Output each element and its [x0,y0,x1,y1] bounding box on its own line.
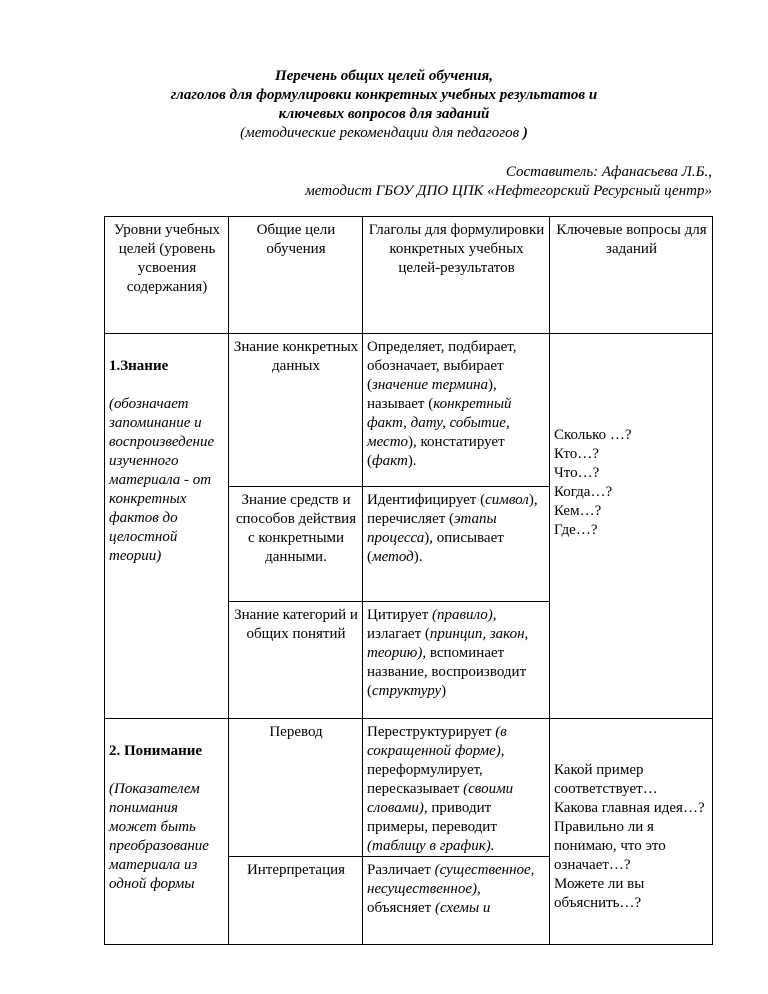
verb-text: ), констатирует ( [367,434,505,469]
verbs-cell [363,487,550,602]
verbs-text [367,607,528,699]
goal-cell: Интерпретация [229,857,363,945]
verbs-text [367,724,513,854]
verbs-text [367,492,538,565]
title-line-1: Перечень общих целей обучения, [274,68,494,84]
verb-example-text: (таблицу в график). [367,838,495,854]
verb-example-text: (в сокращенной форме) [367,724,507,759]
goal-cell: Знание категорий и общих понятий [229,602,363,719]
questions-knowledge-cell [550,334,713,719]
goals-table [104,216,713,945]
verb-example-text: принцип, закон, теорию), [367,626,529,661]
compiler-line-2: методист ГБОУ ДПО ЦПК «Нефтегорский Ресурсный центр» [305,183,712,199]
verb-example-text: метод [372,549,414,565]
goal-cell: Перевод [229,719,363,857]
verbs-text [367,339,516,469]
verbs-cell [363,857,550,945]
verb-text: ). [407,453,417,469]
verb-text: Цитирует [367,607,433,623]
verb-text: Переструктурирует [367,724,496,740]
goal-cell: Знание средств и способов действия с конкретными данными. [229,487,363,602]
verb-text: Идентифицирует ( [367,492,486,508]
verb-example-text: (своими словами) [367,781,514,816]
verb-text: ), описывает ( [367,530,504,565]
verb-example-text: (правило), [432,607,497,623]
level-knowledge-cell [105,334,229,719]
verb-text: объясняет [367,900,435,916]
verb-example-text: факт [372,453,408,469]
goal-cell: Знание конкретных данных [229,334,363,487]
header-verbs: Глаголы для формулировки конкретных учебных целей-результатов [363,217,550,334]
compiler-line-1: Составитель: Афанасьева Л.Б., [505,164,712,180]
questions-understanding-cell [550,719,713,945]
verb-example-text: (схемы и [434,900,491,916]
verb-example-text: структуру [372,683,442,699]
verb-text: ). [413,549,423,565]
level-understanding-cell [105,719,229,945]
header-questions: Ключевые вопросы для заданий [550,217,713,334]
verb-text: вспоминает название, воспроизводит ( [367,645,527,699]
verb-text: Различает [367,862,435,878]
header-goals: Общие цели обучения [229,217,363,334]
verb-text: излагает ( [367,626,430,642]
verb-text: Определяет, подбирает, обозначает, выбирает ( [367,339,517,393]
verb-text: , переформулирует, пересказывает [367,743,505,797]
level-knowledge-description: (обозначает запоминание и воспроизведение изученного материала - от конкретных фактов до целостной теории) [109,396,215,564]
subtitle-closing: ) [522,125,528,141]
subtitle [0,124,768,143]
questions-knowledge: Сколько …? Кто…? Что…? Когда…? Кем…? Где…? [554,427,632,538]
level-understanding-title: 2. Понимание [109,743,203,759]
verbs-cell [363,334,550,487]
verbs-cell [363,602,550,719]
verb-text: ), называет ( [367,377,497,412]
verb-text: ), перечисляет ( [367,492,538,527]
table-row [105,334,713,487]
verb-text: , приводит примеры, переводит [367,800,497,835]
verbs-text [367,862,534,916]
questions-understanding: Какой пример соответствует… Какова главная идея…? Правильно ли я понимаю, что это означает…? Можете ли вы объяснить…? [554,762,705,911]
verb-example-text: символ [485,492,529,508]
verb-example-text: этапы процесса [367,511,497,546]
header-levels: Уровни учебных целей (уровень усвоения содержания) [105,217,229,334]
table-header-row [105,217,713,334]
verb-example-text: значение термина [372,377,489,393]
table-row [105,719,713,857]
verb-example-text: конкретный факт, дату, событие, место [367,396,512,450]
level-understanding-description: (Показателем понимания может быть преобразование материала из одной формы [109,781,209,892]
subtitle-text: (методические рекомендации для педагогов [240,125,523,141]
title-line-3: ключевых вопросов для заданий [278,106,490,122]
title-line-2: глаголов для формулировки конкретных учебных результатов и [170,87,598,103]
verb-example-text: (существенное, несущественное), [367,862,535,897]
verb-text: ) [441,683,447,699]
level-knowledge-title: 1.Знание [109,358,169,374]
verbs-cell [363,719,550,857]
